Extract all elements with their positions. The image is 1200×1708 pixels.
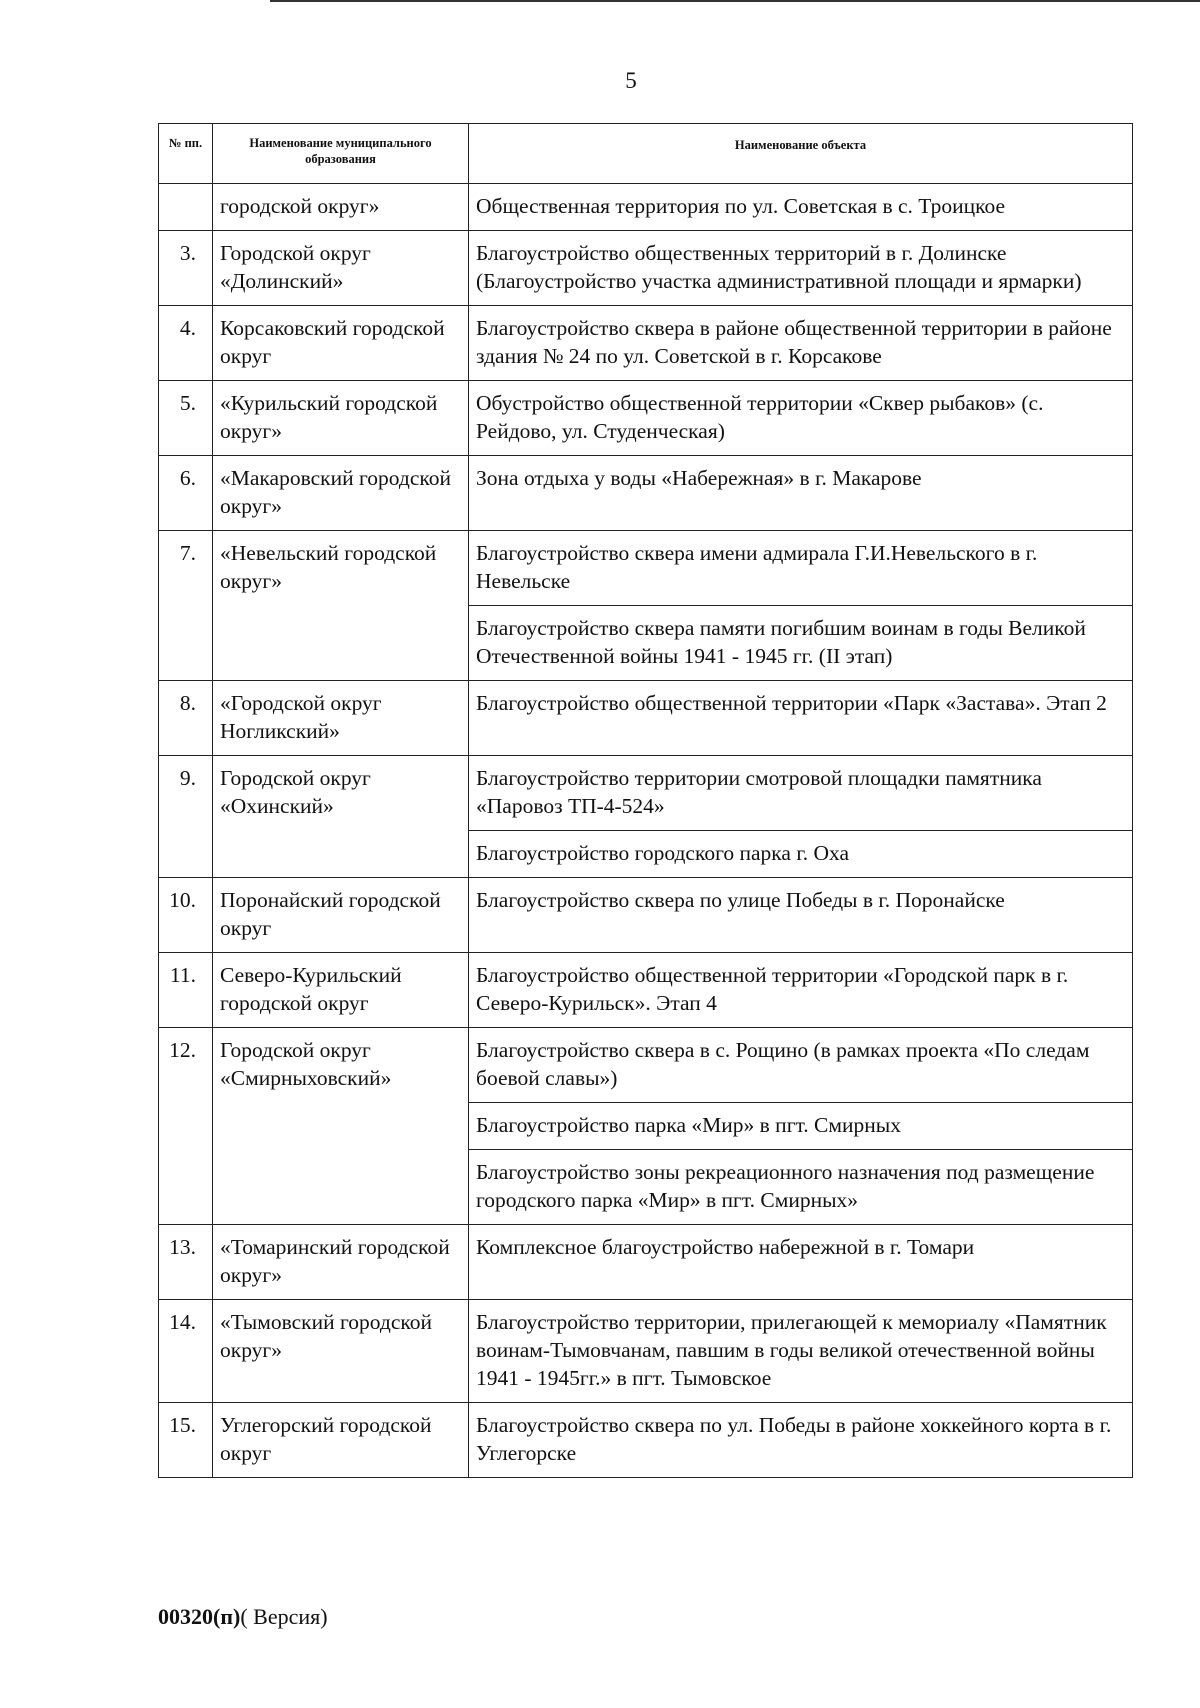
table-cell-object: Комплексное благоустройство набережной в г. Томари [469,1225,1133,1300]
header-object: Наименование объекта [469,124,1133,184]
table-row-continuation [159,184,1133,231]
table-row [159,1300,1133,1403]
table-cell-num: 13. [159,1225,213,1300]
table-cell-object: Благоустройство городского парка г. Оха [469,831,1133,878]
table-body [159,184,1133,1478]
table-cell-municipality: Городской округ «Смирныховский» [213,1028,469,1225]
table-cell-object: Благоустройство сквера памяти погибшим воинам в годы Великой Отечественной войны 1941 - 1945 гг. (II этап) [469,606,1133,681]
table-cell-municipality: Углегорский городской округ [213,1403,469,1478]
table-cell-municipality: Северо-Курильский городской округ [213,953,469,1028]
table-cell-municipality: «Тымовский городской округ» [213,1300,469,1403]
table-cell-municipality: Городской округ «Долинский» [213,231,469,306]
document-code [158,1604,328,1630]
table-row [159,1028,1133,1103]
table-cell-municipality: «Городской округ Ногликский» [213,681,469,756]
table-cell-num: 14. [159,1300,213,1403]
table-cell-object: Благоустройство сквера в с. Рощино (в рамках проекта «По следам боевой славы») [469,1028,1133,1103]
table-cell-num: 9. [159,756,213,878]
table-cell-object: Зона отдыха у воды «Набережная» в г. Макарове [469,456,1133,531]
table-cell-municipality: «Томаринский городской округ» [213,1225,469,1300]
page-number: 5 [625,68,637,93]
table-cell-num: 15. [159,1403,213,1478]
table-cell-municipality: «Курильский городской округ» [213,381,469,456]
table-cell-municipality: «Невельский городской округ» [213,531,469,681]
table-cell-num [159,184,213,231]
table-cell-object: Благоустройство сквера в районе общественной территории в районе здания № 24 по ул. Советской в г. Корсакове [469,306,1133,381]
table-cell-municipality: Городской округ «Охинский» [213,756,469,878]
table-cell-municipality: Поронайский городской округ [213,878,469,953]
table-row [159,756,1133,831]
table-row [159,306,1133,381]
table-cell-num: 8. [159,681,213,756]
table-cell-object: Благоустройство парка «Мир» в пгт. Смирных [469,1103,1133,1150]
table-row [159,1225,1133,1300]
table-row [159,231,1133,306]
table-cell-object: Благоустройство общественной территории «Городской парк в г. Северо-Курильск». Этап 4 [469,953,1133,1028]
table-cell-municipality: «Макаровский городской округ» [213,456,469,531]
table-cell-object: Благоустройство общественной территории «Парк «Застава». Этап 2 [469,681,1133,756]
header-num: № пп. [159,124,213,184]
table-header-row [159,124,1133,184]
table-cell-object: Благоустройство сквера по ул. Победы в районе хоккейного корта в г. Углегорске [469,1403,1133,1478]
table-cell-object: Благоустройство общественных территорий в г. Долинске (Благоустройство участка административной площади и ярмарки) [469,231,1133,306]
document-version: ( Версия) [240,1604,328,1629]
table-cell-municipality: Корсаковский городской округ [213,306,469,381]
table-cell-num: 6. [159,456,213,531]
table-row [159,456,1133,531]
table-cell-num: 5. [159,381,213,456]
table-cell-num: 10. [159,878,213,953]
table-cell-object: Благоустройство территории смотровой площадки памятника «Паровоз ТП-4-524» [469,756,1133,831]
document-code-number: 00320(п) [158,1604,241,1629]
table-cell-object: Благоустройство сквера имени адмирала Г.И.Невельского в г. Невельске [469,531,1133,606]
table-cell-object: Благоустройство зоны рекреационного назначения под размещение городского парка «Мир» в пгт. Смирных» [469,1150,1133,1225]
scan-top-edge-line [270,0,1200,2]
table-cell-municipality: городской округ» [213,184,469,231]
table-row [159,381,1133,456]
table-cell-object: Общественная территория по ул. Советская в с. Троицкое [469,184,1133,231]
table-cell-num: 12. [159,1028,213,1225]
table-cell-object: Благоустройство сквера по улице Победы в г. Поронайске [469,878,1133,953]
table-row [159,681,1133,756]
objects-table [158,123,1133,1478]
table-cell-object: Обустройство общественной территории «Сквер рыбаков» (с. Рейдово, ул. Студенческая) [469,381,1133,456]
table-row [159,531,1133,606]
table-cell-num: 7. [159,531,213,681]
table-row [159,953,1133,1028]
table-cell-num: 11. [159,953,213,1028]
table-cell-num: 4. [159,306,213,381]
table-row [159,878,1133,953]
table-cell-object: Благоустройство территории, прилегающей к мемориалу «Памятник воинам-Тымовчанам, павшим в годы великой отечественной войны 1941 - 1945гг.» в пгт. Тымовское [469,1300,1133,1403]
header-municipality: Наименование муниципального образования [213,124,469,184]
table-row [159,1403,1133,1478]
table-cell-num: 3. [159,231,213,306]
